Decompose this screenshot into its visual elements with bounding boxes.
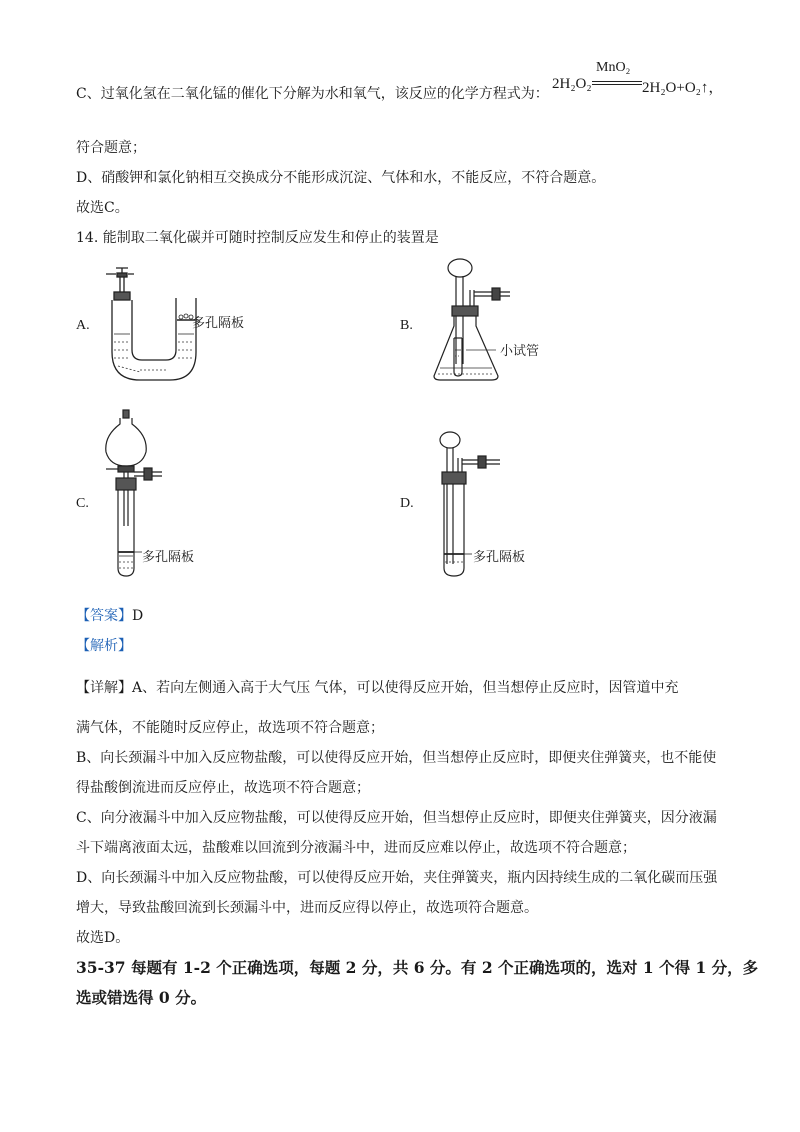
option-c-label: C. <box>76 496 89 511</box>
figure-a-label: 多孔隔板 <box>192 316 245 331</box>
detail-line-1: 【详解】A、若向左侧通入高于大气压 气体，可以使得反应开始，但当想停止反应时，因管道中充 <box>76 680 679 696</box>
option-d-label: D. <box>400 496 414 511</box>
option-b-label: B. <box>400 318 413 333</box>
equation-bar-bottom <box>592 84 642 85</box>
choose-d: 故选D。 <box>76 930 130 946</box>
detail-line-6: 斗下端离液面太远，盐酸难以回流到分液漏斗中，进而反应难以停止，故选项不符合题意； <box>76 840 636 856</box>
detail-line-3: B、向长颈漏斗中加入反应物盐酸，可以使得反应开始，但当想停止反应时，即便夹住弹簧夹，也不能使 <box>76 750 717 766</box>
detail-line-7: D、向长颈漏斗中加入反应物盐酸，可以使得反应开始，夹住弹簧夹，瓶内因持续生成的二氧化碳而压强 <box>76 870 718 886</box>
answer-value: D <box>132 608 144 624</box>
detail-line-4: 得盐酸倒流进而反应停止，故选项不符合题意； <box>76 780 370 796</box>
equation-rhs <box>642 76 723 97</box>
apparatus-a-figure <box>100 262 280 387</box>
figure-c-label: 多孔隔板 <box>142 550 195 565</box>
analysis-label: 【解析】 <box>76 638 132 654</box>
line-fuhe: 符合题意； <box>76 140 146 156</box>
answer-label: 【答案】 <box>76 608 132 624</box>
apparatus-b-figure <box>430 254 550 384</box>
equation-catalyst: MnO₂ <box>596 60 631 75</box>
section-instruction-2: 选或错选得 0 分。 <box>76 988 207 1007</box>
figure-b-label: 小试管 <box>500 344 540 359</box>
choose-c: 故选C。 <box>76 200 129 216</box>
option-c-text: C、过氧化氢在二氧化锰的催化下分解为水和氧气，该反应的化学方程式为： <box>76 86 549 102</box>
equation-tail: ， <box>708 80 724 96</box>
figure-d-label: 多孔隔板 <box>473 550 526 565</box>
equation-rhs-text: 2H₂O+O₂↑ <box>642 80 709 96</box>
equation-bar-top <box>592 81 642 82</box>
detail-line-2: 满气体，不能随时反应停止，故选项不符合题意； <box>76 720 384 736</box>
option-d-text: D、硝酸钾和氯化钠相互交换成分不能形成沉淀、气体和水，不能反应，不符合题意。 <box>76 170 606 186</box>
answer-line <box>76 606 143 626</box>
section-instruction-1: 35-37 每题有 1-2 个正确选项，每题 2 分，共 6 分。有 2 个正确选项的，选对 1 个得 1 分，多 <box>76 958 759 977</box>
detail-line-8: 增大，导致盐酸回流到长颈漏斗中，进而反应得以停止，故选项符合题意。 <box>76 900 538 916</box>
question-14: 14. 能制取二氧化碳并可随时控制反应发生和停止的装置是 <box>76 230 439 246</box>
detail-line-5: C、向分液漏斗中加入反应物盐酸，可以使得反应开始，但当想停止反应时，即便夹住弹簧夹，因分液漏 <box>76 810 717 826</box>
chemical-equation <box>552 60 732 104</box>
option-a-label: A. <box>76 318 90 333</box>
equation-lhs: 2H₂O₂ <box>552 76 592 92</box>
